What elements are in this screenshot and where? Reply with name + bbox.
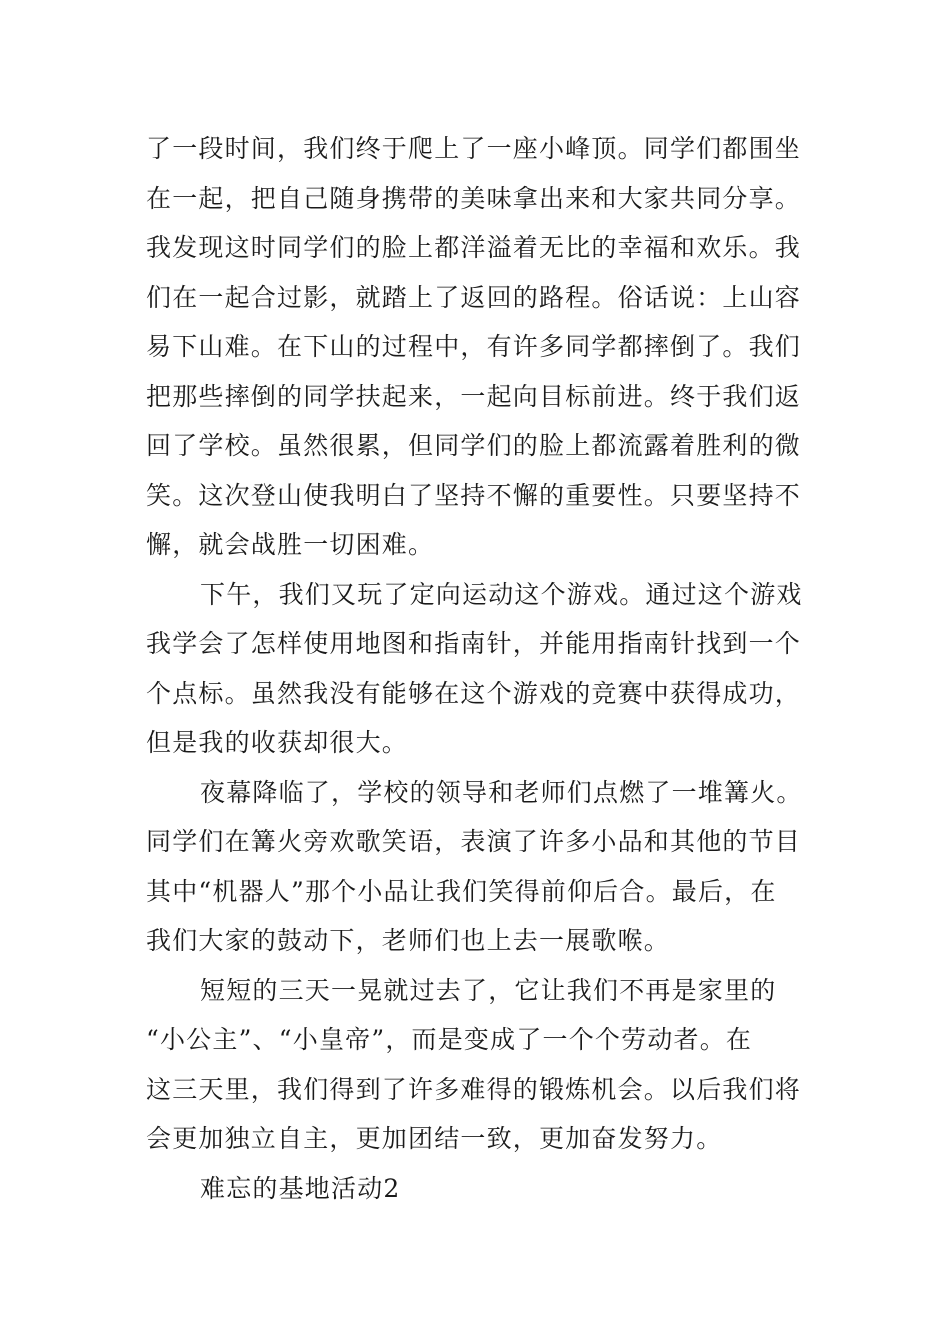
text-line: 我学会了怎样使用地图和指南针，并能用指南针找到一个 (146, 629, 802, 658)
text-line: 懈，就会战胜一切困难。 (146, 530, 435, 559)
text-line: 短短的三天一晃就过去了，它让我们不再是家里的 (200, 975, 777, 1005)
text-line: 在一起，把自己随身携带的美味拿出来和大家共同分享。 (146, 183, 802, 213)
text-line: 回了学校。虽然很累，但同学们的脸上都流露着胜利的微 (146, 431, 802, 460)
text-line: 个点标。虽然我没有能够在这个游戏的竞赛中获得成功， (146, 678, 802, 708)
text-line: 把那些摔倒的同学扶起来，一起向目标前进。终于我们返 (146, 381, 802, 411)
text-line: 其中“机器人”那个小品让我们笑得前仰后合。最后，在 (146, 876, 777, 906)
text-line: 会更加独立自主，更加团结一致，更加奋发努力。 (146, 1124, 723, 1153)
text-line: 笑。这次登山使我明白了坚持不懈的重要性。只要坚持不 (146, 480, 802, 510)
text-line: 这三天里，我们得到了许多难得的锻炼机会。以后我们将 (146, 1074, 802, 1104)
text-line: 但是我的收获却很大。 (146, 728, 409, 757)
text-line: 易下山难。在下山的过程中，有许多同学都摔倒了。我们 (146, 332, 802, 361)
text-line: 了一段时间，我们终于爬上了一座小峰顶。同学们都围坐 (146, 134, 802, 163)
text-line: 下午，我们又玩了定向运动这个游戏。通过这个游戏 (200, 579, 803, 609)
text-line: 难忘的基地活动2 (200, 1173, 401, 1203)
text-line: 我们大家的鼓动下，老师们也上去一展歌喉。 (146, 926, 671, 955)
text-line: “小公主”、“小皇帝”，而是变成了一个个劳动者。在 (146, 1025, 753, 1054)
text-line: 我发现这时同学们的脸上都洋溢着无比的幸福和欢乐。我 (146, 233, 802, 262)
text-line: 们在一起合过影，就踏上了返回的路程。俗话说：上山容 (146, 282, 802, 312)
text-line: 同学们在篝火旁欢歌笑语，表演了许多小品和其他的节目 (146, 827, 802, 856)
text-line: 夜幕降临了，学校的领导和老师们点燃了一堆篝火。 (200, 777, 803, 807)
